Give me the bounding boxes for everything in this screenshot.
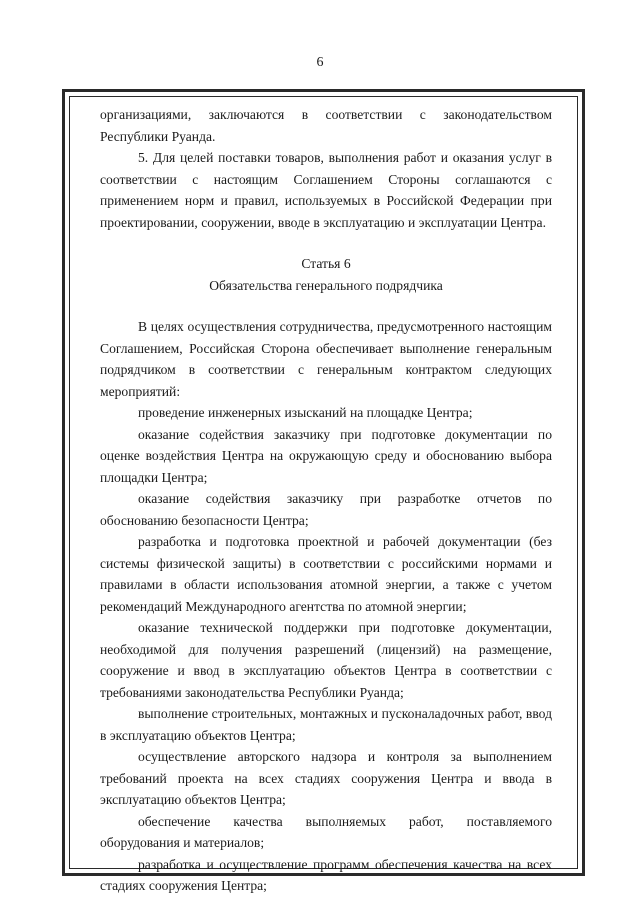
paragraph-continuation: организациями, заключаются в соответствии с законодательством Республики Руанда.: [100, 107, 552, 144]
list-item: осуществление авторского надзора и контроля за выполнением требований проекта на всех стадиях сооружения Центра и ввода в эксплуатацию объектов Центра;: [100, 749, 552, 807]
list-item: выполнение строительных, монтажных и пусконаладочных работ, ввод в эксплуатацию объектов Центра;: [100, 706, 552, 743]
list-item: обеспечение качества выполняемых работ, поставляемого оборудования и материалов;: [100, 813, 552, 850]
article-title: Обязательства генерального подрядчика: [209, 277, 443, 293]
list-item: разработка и подготовка проектной и рабочей документации (без системы физической защиты) в соответствии с российскими нормами и правилами в области использования атомной энергии, а также с учетом рекомендаций Международного агентства по атомной энергии;: [100, 534, 552, 614]
list-item: разработка и осуществление программ обеспечения качества на всех стадиях сооружения Центра;: [100, 856, 552, 893]
list-item: оказание технической поддержки при подготовке документации, необходимой для получения разрешений (лицензий) на размещение, сооружение и ввод в эксплуатацию объектов Центра в соответствии с требованиями законодательства Республики Руанда;: [100, 620, 552, 700]
list-item: оказание содействия заказчику при разработке отчетов по обоснованию безопасности Центра;: [100, 491, 552, 528]
list-item: оказание содействия заказчику при подготовке документации по оценке воздействия Центра на окружающую среду и обоснованию выбора площадки Центра;: [100, 426, 552, 485]
paragraph-clause-5: 5. Для целей поставки товаров, выполнения работ и оказания услуг в соответствии с настоящим Соглашением Стороны соглашаются с применением норм и правил, используемых в Российской Федерации при проектировании, сооружении, вводе в эксплуатацию и эксплуатации Центра.: [100, 150, 552, 230]
document-body: [100, 104, 552, 897]
article-intro: В целях осуществления сотрудничества, предусмотренного настоящим Соглашением, Российская Сторона обеспечивает выполнение генеральным подрядчиком в соответствии с генеральным контрактом следующих мероприятий:: [100, 319, 552, 399]
list-item: проведение инженерных изысканий на площадке Центра;: [138, 405, 473, 420]
page-number: 6: [316, 55, 324, 70]
article-number: Статья 6: [301, 256, 351, 271]
